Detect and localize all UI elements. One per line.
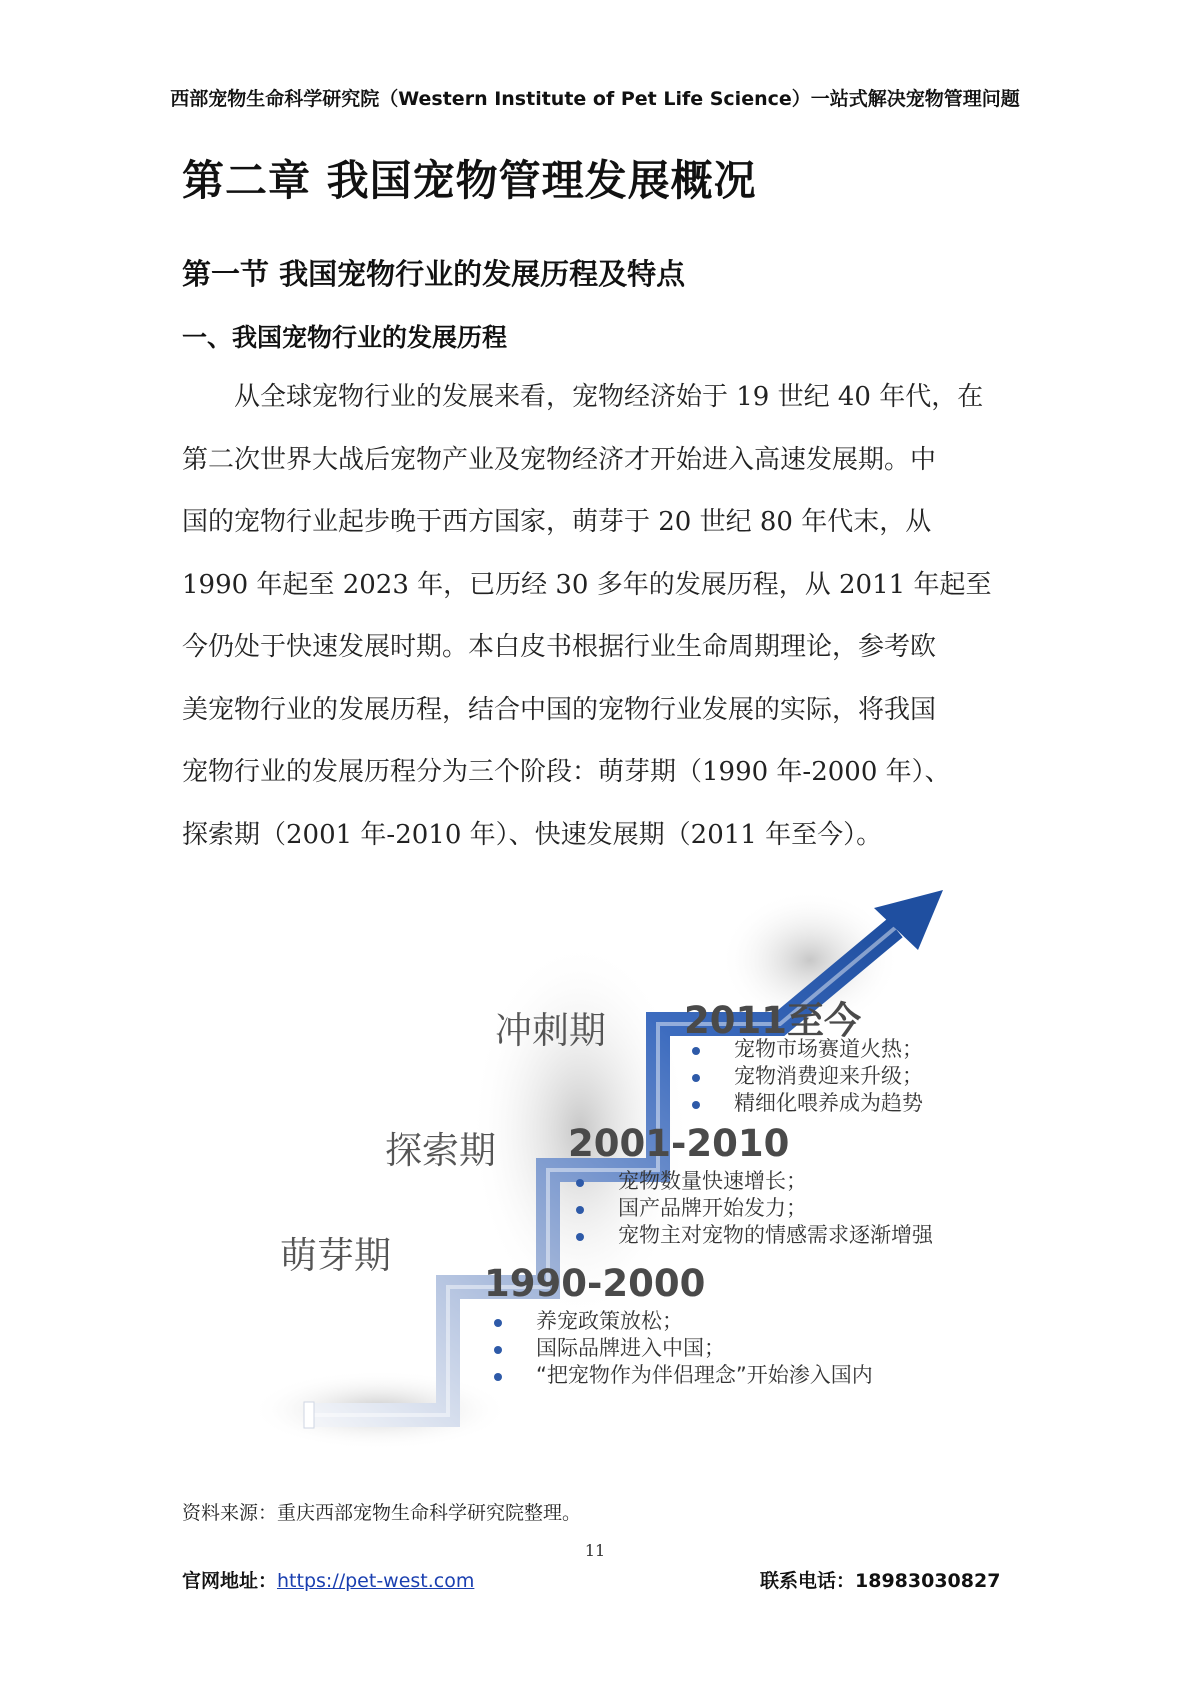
- stage-name: 探索期: [385, 1129, 496, 1172]
- development-stage-figure: [250, 890, 1010, 1480]
- list-item: 宠物市场赛道火热；: [684, 1036, 923, 1063]
- stage-points-list: [568, 1168, 933, 1249]
- stage-name: 萌芽期: [280, 1234, 391, 1277]
- paragraph-line: 国的宠物行业起步晚于西方国家，萌芽于 20 世纪 80 年代末，从: [182, 507, 932, 537]
- figure-source-note: 资料来源：重庆西部宠物生命科学研究院整理。: [182, 1502, 582, 1524]
- paragraph-line: 今仍处于快速发展时期。本白皮书根据行业生命周期理论，参考欧: [182, 632, 937, 662]
- paragraph-line: 1990 年起至 2023 年，已历经 30 多年的发展历程，从 2011 年起至: [182, 569, 992, 600]
- bullet-icon: [576, 1233, 584, 1241]
- list-item: 养宠政策放松；: [486, 1308, 873, 1335]
- phone-number: 18983030827: [855, 1570, 1001, 1592]
- footer-phone: [760, 1566, 1000, 1593]
- bullet-icon: [494, 1346, 502, 1354]
- list-item: 国际品牌进入中国；: [486, 1335, 873, 1362]
- footer-website: [182, 1566, 474, 1593]
- bullet-icon: [692, 1101, 700, 1109]
- phone-label: 联系电话：: [760, 1570, 856, 1592]
- list-item: 宠物数量快速增长；: [568, 1168, 933, 1195]
- page-header: 西部宠物生命科学研究院（Western Institute of Pet Life Science）一站式解决宠物管理问题: [170, 88, 1020, 110]
- paragraph-line: 探索期（2001 年-2010 年）、快速发展期（2011 年至今）。: [182, 819, 883, 850]
- stage-points-list: [486, 1308, 873, 1389]
- paragraph-line: 美宠物行业的发展历程，结合中国的宠物行业发展的实际，将我国: [182, 694, 937, 725]
- chapter-title: 第二章 我国宠物管理发展概况: [182, 156, 757, 205]
- stage-period: 1990-2000: [484, 1262, 706, 1305]
- list-item: 国产品牌开始发力；: [568, 1195, 933, 1222]
- list-item: 精细化喂养成为趋势: [684, 1090, 923, 1117]
- list-item: 宠物主对宠物的情感需求逐渐增强: [568, 1222, 933, 1249]
- page-number: 11: [584, 1541, 606, 1560]
- paragraph-line: 第二次世界大战后宠物产业及宠物经济才开始进入高速发展期。中: [182, 444, 937, 475]
- stage-period: 2011至今: [684, 999, 861, 1042]
- bullet-icon: [494, 1373, 502, 1381]
- stage-points-list: [684, 1036, 923, 1117]
- staircase-start-cap: [304, 1402, 314, 1428]
- website-label: 官网地址：: [182, 1570, 278, 1592]
- website-link[interactable]: https://pet-west.com: [277, 1570, 475, 1592]
- bullet-icon: [576, 1206, 584, 1214]
- paragraph-line: 宠物行业的发展历程分为三个阶段：萌芽期（1990 年-2000 年）、: [182, 757, 951, 787]
- stage-name: 冲刺期: [495, 1009, 606, 1052]
- subsection-title: 一、我国宠物行业的发展历程: [182, 323, 508, 352]
- bullet-icon: [692, 1074, 700, 1082]
- list-item: 宠物消费迎来升级；: [684, 1063, 923, 1090]
- list-item: “把宠物作为伴侣理念”开始渗入国内: [486, 1362, 873, 1389]
- body-paragraph: [182, 372, 1012, 872]
- stage-period: 2001-2010: [568, 1122, 790, 1165]
- paragraph-line: 从全球宠物行业的发展来看，宠物经济始于 19 世纪 40 年代，在: [182, 382, 984, 412]
- bullet-icon: [692, 1047, 700, 1055]
- bullet-icon: [576, 1179, 584, 1187]
- bullet-icon: [494, 1319, 502, 1327]
- section-title: 第一节 我国宠物行业的发展历程及特点: [182, 257, 686, 291]
